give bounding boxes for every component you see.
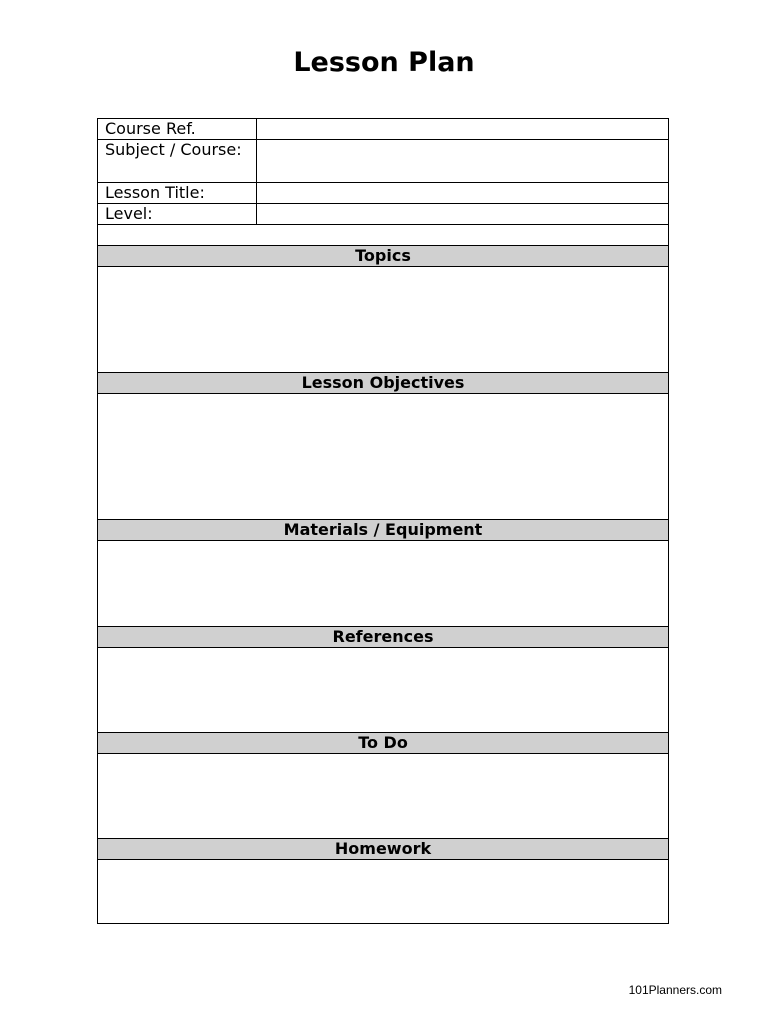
lesson-title-field[interactable] — [257, 183, 669, 204]
references-heading: References — [98, 627, 669, 648]
course-ref-label: Course Ref. — [98, 119, 257, 140]
course-ref-field[interactable] — [257, 119, 669, 140]
topics-heading: Topics — [98, 246, 669, 267]
homework-content-area[interactable] — [98, 860, 669, 924]
subject-course-label: Subject / Course: — [98, 140, 257, 183]
course-ref-row — [98, 119, 669, 140]
materials-body-row — [98, 541, 669, 627]
lesson-title-label: Lesson Title: — [98, 183, 257, 204]
homework-header-row — [98, 839, 669, 860]
homework-heading: Homework — [98, 839, 669, 860]
topics-body-row — [98, 267, 669, 373]
todo-heading: To Do — [98, 733, 669, 754]
objectives-content-area[interactable] — [98, 394, 669, 520]
lesson-plan-form — [97, 118, 669, 924]
footer-credit: 101Planners.com — [628, 983, 722, 997]
level-field[interactable] — [257, 204, 669, 225]
references-body-row — [98, 648, 669, 733]
todo-content-area[interactable] — [98, 754, 669, 839]
page-title: Lesson Plan — [293, 47, 475, 78]
topics-content-area[interactable] — [98, 267, 669, 373]
materials-content-area[interactable] — [98, 541, 669, 627]
references-header-row — [98, 627, 669, 648]
level-label: Level: — [98, 204, 257, 225]
subject-course-row — [98, 140, 669, 183]
topics-header-row — [98, 246, 669, 267]
homework-body-row — [98, 860, 669, 924]
subject-course-field[interactable] — [257, 140, 669, 183]
spacer-cell — [98, 225, 669, 246]
lesson-title-row — [98, 183, 669, 204]
objectives-body-row — [98, 394, 669, 520]
spacer-row — [98, 225, 669, 246]
todo-header-row — [98, 733, 669, 754]
todo-body-row — [98, 754, 669, 839]
level-row — [98, 204, 669, 225]
objectives-header-row — [98, 373, 669, 394]
materials-heading: Materials / Equipment — [98, 520, 669, 541]
materials-header-row — [98, 520, 669, 541]
references-content-area[interactable] — [98, 648, 669, 733]
objectives-heading: Lesson Objectives — [98, 373, 669, 394]
